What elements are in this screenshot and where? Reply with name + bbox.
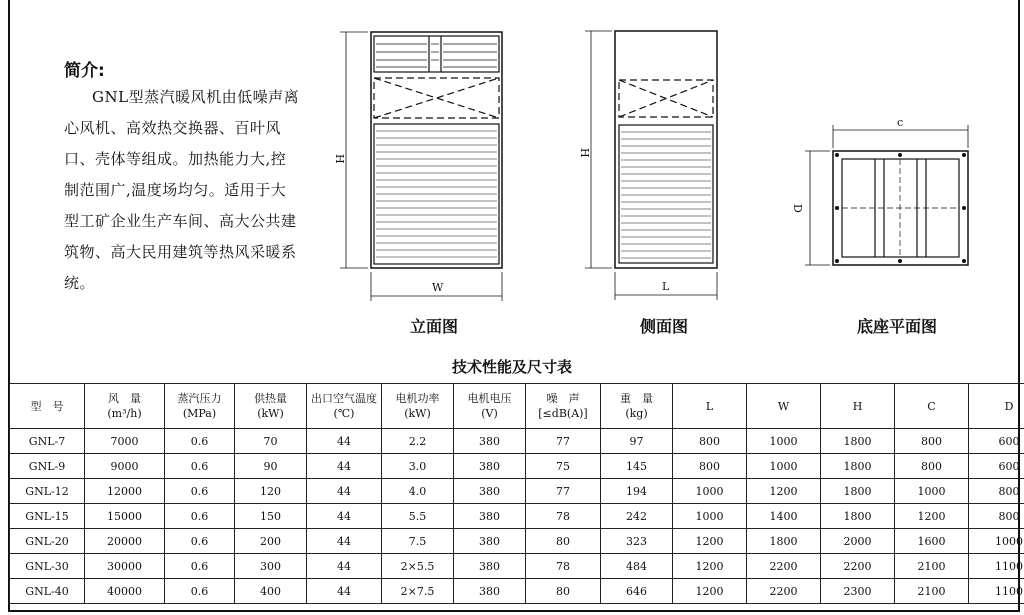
header-line: D: [1004, 399, 1014, 413]
header-line: 噪 声: [546, 392, 580, 405]
table-row: [10, 554, 1024, 579]
base-dim-c: c: [897, 116, 904, 129]
table-row: [10, 504, 1024, 529]
table-title: 技术性能及尺寸表: [451, 358, 572, 376]
table-cell: 1800: [821, 504, 895, 529]
table-row: [10, 529, 1024, 554]
table-cell: 380: [454, 529, 526, 554]
header-line: W: [777, 399, 790, 413]
header-cell: [85, 384, 165, 429]
table-cell: 2×7.5: [382, 579, 454, 604]
table-cell: 800: [673, 429, 747, 454]
header-line: 出口空气温度: [311, 392, 377, 405]
header-cell: [601, 384, 673, 429]
header-line: (kg): [625, 407, 648, 420]
table-cell: GNL-30: [10, 554, 85, 579]
table-cell: 1000: [673, 479, 747, 504]
header-line: L: [705, 399, 714, 413]
header-cell: [526, 384, 601, 429]
header-line: 蒸汽压力: [177, 392, 222, 405]
table-cell: 0.6: [165, 429, 235, 454]
front-dim-h: H: [333, 154, 346, 164]
table-cell: 90: [235, 454, 307, 479]
header-cell: [895, 384, 969, 429]
table-cell: 1200: [747, 479, 821, 504]
table-cell: 1800: [747, 529, 821, 554]
table-cell: 40000: [85, 579, 165, 604]
table-row: [10, 479, 1024, 504]
header-cell: [969, 384, 1024, 429]
table-row: [10, 579, 1024, 604]
table-cell: 77: [526, 429, 601, 454]
table-cell: GNL-7: [10, 429, 85, 454]
table-cell: 2100: [895, 579, 969, 604]
table-cell: 9000: [85, 454, 165, 479]
table-cell: 78: [526, 504, 601, 529]
side-dim-l: L: [662, 280, 670, 293]
table-cell: 78: [526, 554, 601, 579]
header-cell: [307, 384, 382, 429]
table-cell: 2200: [747, 579, 821, 604]
table-cell: GNL-9: [10, 454, 85, 479]
header-line: 型 号: [30, 399, 64, 413]
table-cell: 150: [235, 504, 307, 529]
spec-table: [9, 383, 1024, 604]
table-cell: 1400: [747, 504, 821, 529]
header-cell: [673, 384, 747, 429]
table-cell: 1000: [673, 504, 747, 529]
table-cell: 800: [895, 429, 969, 454]
table-cell: 600: [969, 429, 1024, 454]
table-cell: 44: [307, 429, 382, 454]
intro-body: GNL型蒸汽暖风机由低噪声离心风机、高效热交换器、百叶风口、壳体等组成。加热能力大,控制范围广,温度场均匀。适用于大型工矿企业生产车间、高大公共建筑物、高大民用建筑等热风采暖系统。: [64, 88, 300, 292]
table-cell: 380: [454, 479, 526, 504]
table-cell: 1200: [673, 529, 747, 554]
table-cell: 145: [601, 454, 673, 479]
header-cell: [382, 384, 454, 429]
base-plan-drawing: [805, 125, 968, 265]
table-cell: 30000: [85, 554, 165, 579]
base-dim-d: D: [791, 204, 804, 213]
header-line: (℃): [333, 407, 355, 420]
table-cell: 380: [454, 554, 526, 579]
header-line: [≤dB(A)]: [538, 407, 588, 420]
header-line: (kW): [404, 407, 431, 420]
table-cell: GNL-15: [10, 504, 85, 529]
table-cell: 1200: [895, 504, 969, 529]
header-line: (MPa): [182, 407, 217, 420]
table-cell: GNL-20: [10, 529, 85, 554]
table-cell: 1200: [673, 579, 747, 604]
table-cell: 97: [601, 429, 673, 454]
side-caption: 侧面图: [640, 317, 689, 336]
header-line: 电机电压: [467, 392, 512, 405]
front-dim-w: W: [432, 281, 444, 294]
table-cell: 5.5: [382, 504, 454, 529]
side-elevation-drawing: [585, 31, 717, 300]
table-cell: 2300: [821, 579, 895, 604]
header-line: (kW): [257, 407, 284, 420]
table-row: [10, 429, 1024, 454]
table-cell: 2200: [821, 554, 895, 579]
table-cell: 1100: [969, 579, 1024, 604]
header-line: 风 量: [108, 392, 141, 405]
table-cell: 0.6: [165, 454, 235, 479]
table-cell: 3.0: [382, 454, 454, 479]
table-cell: 1100: [969, 554, 1024, 579]
table-cell: 800: [969, 504, 1024, 529]
table-cell: 70: [235, 429, 307, 454]
table-cell: 44: [307, 579, 382, 604]
table-header-row: [10, 384, 1024, 429]
table-cell: 0.6: [165, 479, 235, 504]
header-line: C: [927, 399, 936, 413]
table-cell: GNL-40: [10, 579, 85, 604]
table-cell: 380: [454, 454, 526, 479]
table-cell: 1800: [821, 429, 895, 454]
table-cell: 484: [601, 554, 673, 579]
table-cell: 323: [601, 529, 673, 554]
header-cell: [454, 384, 526, 429]
table-cell: 1000: [747, 454, 821, 479]
front-elevation-drawing: [340, 32, 502, 301]
table-cell: 380: [454, 579, 526, 604]
table-cell: 4.0: [382, 479, 454, 504]
table-cell: 15000: [85, 504, 165, 529]
header-cell: [747, 384, 821, 429]
header-line: H: [852, 399, 863, 413]
table-cell: 0.6: [165, 529, 235, 554]
table-cell: 7.5: [382, 529, 454, 554]
table-cell: 75: [526, 454, 601, 479]
table-cell: 1000: [969, 529, 1024, 554]
table-cell: 1000: [747, 429, 821, 454]
side-dim-h: H: [578, 148, 591, 158]
table-cell: 44: [307, 454, 382, 479]
intro-title: 简介:: [64, 61, 105, 81]
table-cell: 1800: [821, 454, 895, 479]
table-cell: 1600: [895, 529, 969, 554]
table-cell: 800: [895, 454, 969, 479]
table-cell: 1800: [821, 479, 895, 504]
header-line: 电机功率: [395, 392, 440, 405]
table-cell: 600: [969, 454, 1024, 479]
table-cell: 2.2: [382, 429, 454, 454]
table-cell: 80: [526, 529, 601, 554]
table-cell: 2×5.5: [382, 554, 454, 579]
table-cell: 2200: [747, 554, 821, 579]
table-cell: 44: [307, 504, 382, 529]
base-caption: 底座平面图: [857, 317, 938, 336]
table-cell: 120: [235, 479, 307, 504]
table-cell: 2000: [821, 529, 895, 554]
front-caption: 立面图: [410, 317, 459, 336]
table-cell: 380: [454, 504, 526, 529]
table-cell: 80: [526, 579, 601, 604]
table-cell: 20000: [85, 529, 165, 554]
table-cell: 44: [307, 529, 382, 554]
header-line: 供热量: [254, 392, 287, 405]
header-cell: [10, 384, 85, 429]
header-line: 重 量: [620, 392, 653, 405]
table-cell: 1000: [895, 479, 969, 504]
header-cell: [235, 384, 307, 429]
table-cell: 77: [526, 479, 601, 504]
table-cell: 380: [454, 429, 526, 454]
table-cell: 400: [235, 579, 307, 604]
header-cell: [165, 384, 235, 429]
table-cell: 2100: [895, 554, 969, 579]
table-cell: 44: [307, 479, 382, 504]
table-cell: 0.6: [165, 554, 235, 579]
table-cell: 200: [235, 529, 307, 554]
table-cell: 0.6: [165, 579, 235, 604]
header-line: (m³/h): [107, 407, 142, 420]
table-cell: 0.6: [165, 504, 235, 529]
table-cell: GNL-12: [10, 479, 85, 504]
table-cell: 194: [601, 479, 673, 504]
table-cell: 800: [673, 454, 747, 479]
table-cell: 12000: [85, 479, 165, 504]
header-line: (V): [481, 407, 498, 420]
table-cell: 242: [601, 504, 673, 529]
table-cell: 300: [235, 554, 307, 579]
table-cell: 800: [969, 479, 1024, 504]
table-row: [10, 454, 1024, 479]
table-cell: 7000: [85, 429, 165, 454]
header-cell: [821, 384, 895, 429]
table-cell: 44: [307, 554, 382, 579]
table-cell: 1200: [673, 554, 747, 579]
table-cell: 646: [601, 579, 673, 604]
